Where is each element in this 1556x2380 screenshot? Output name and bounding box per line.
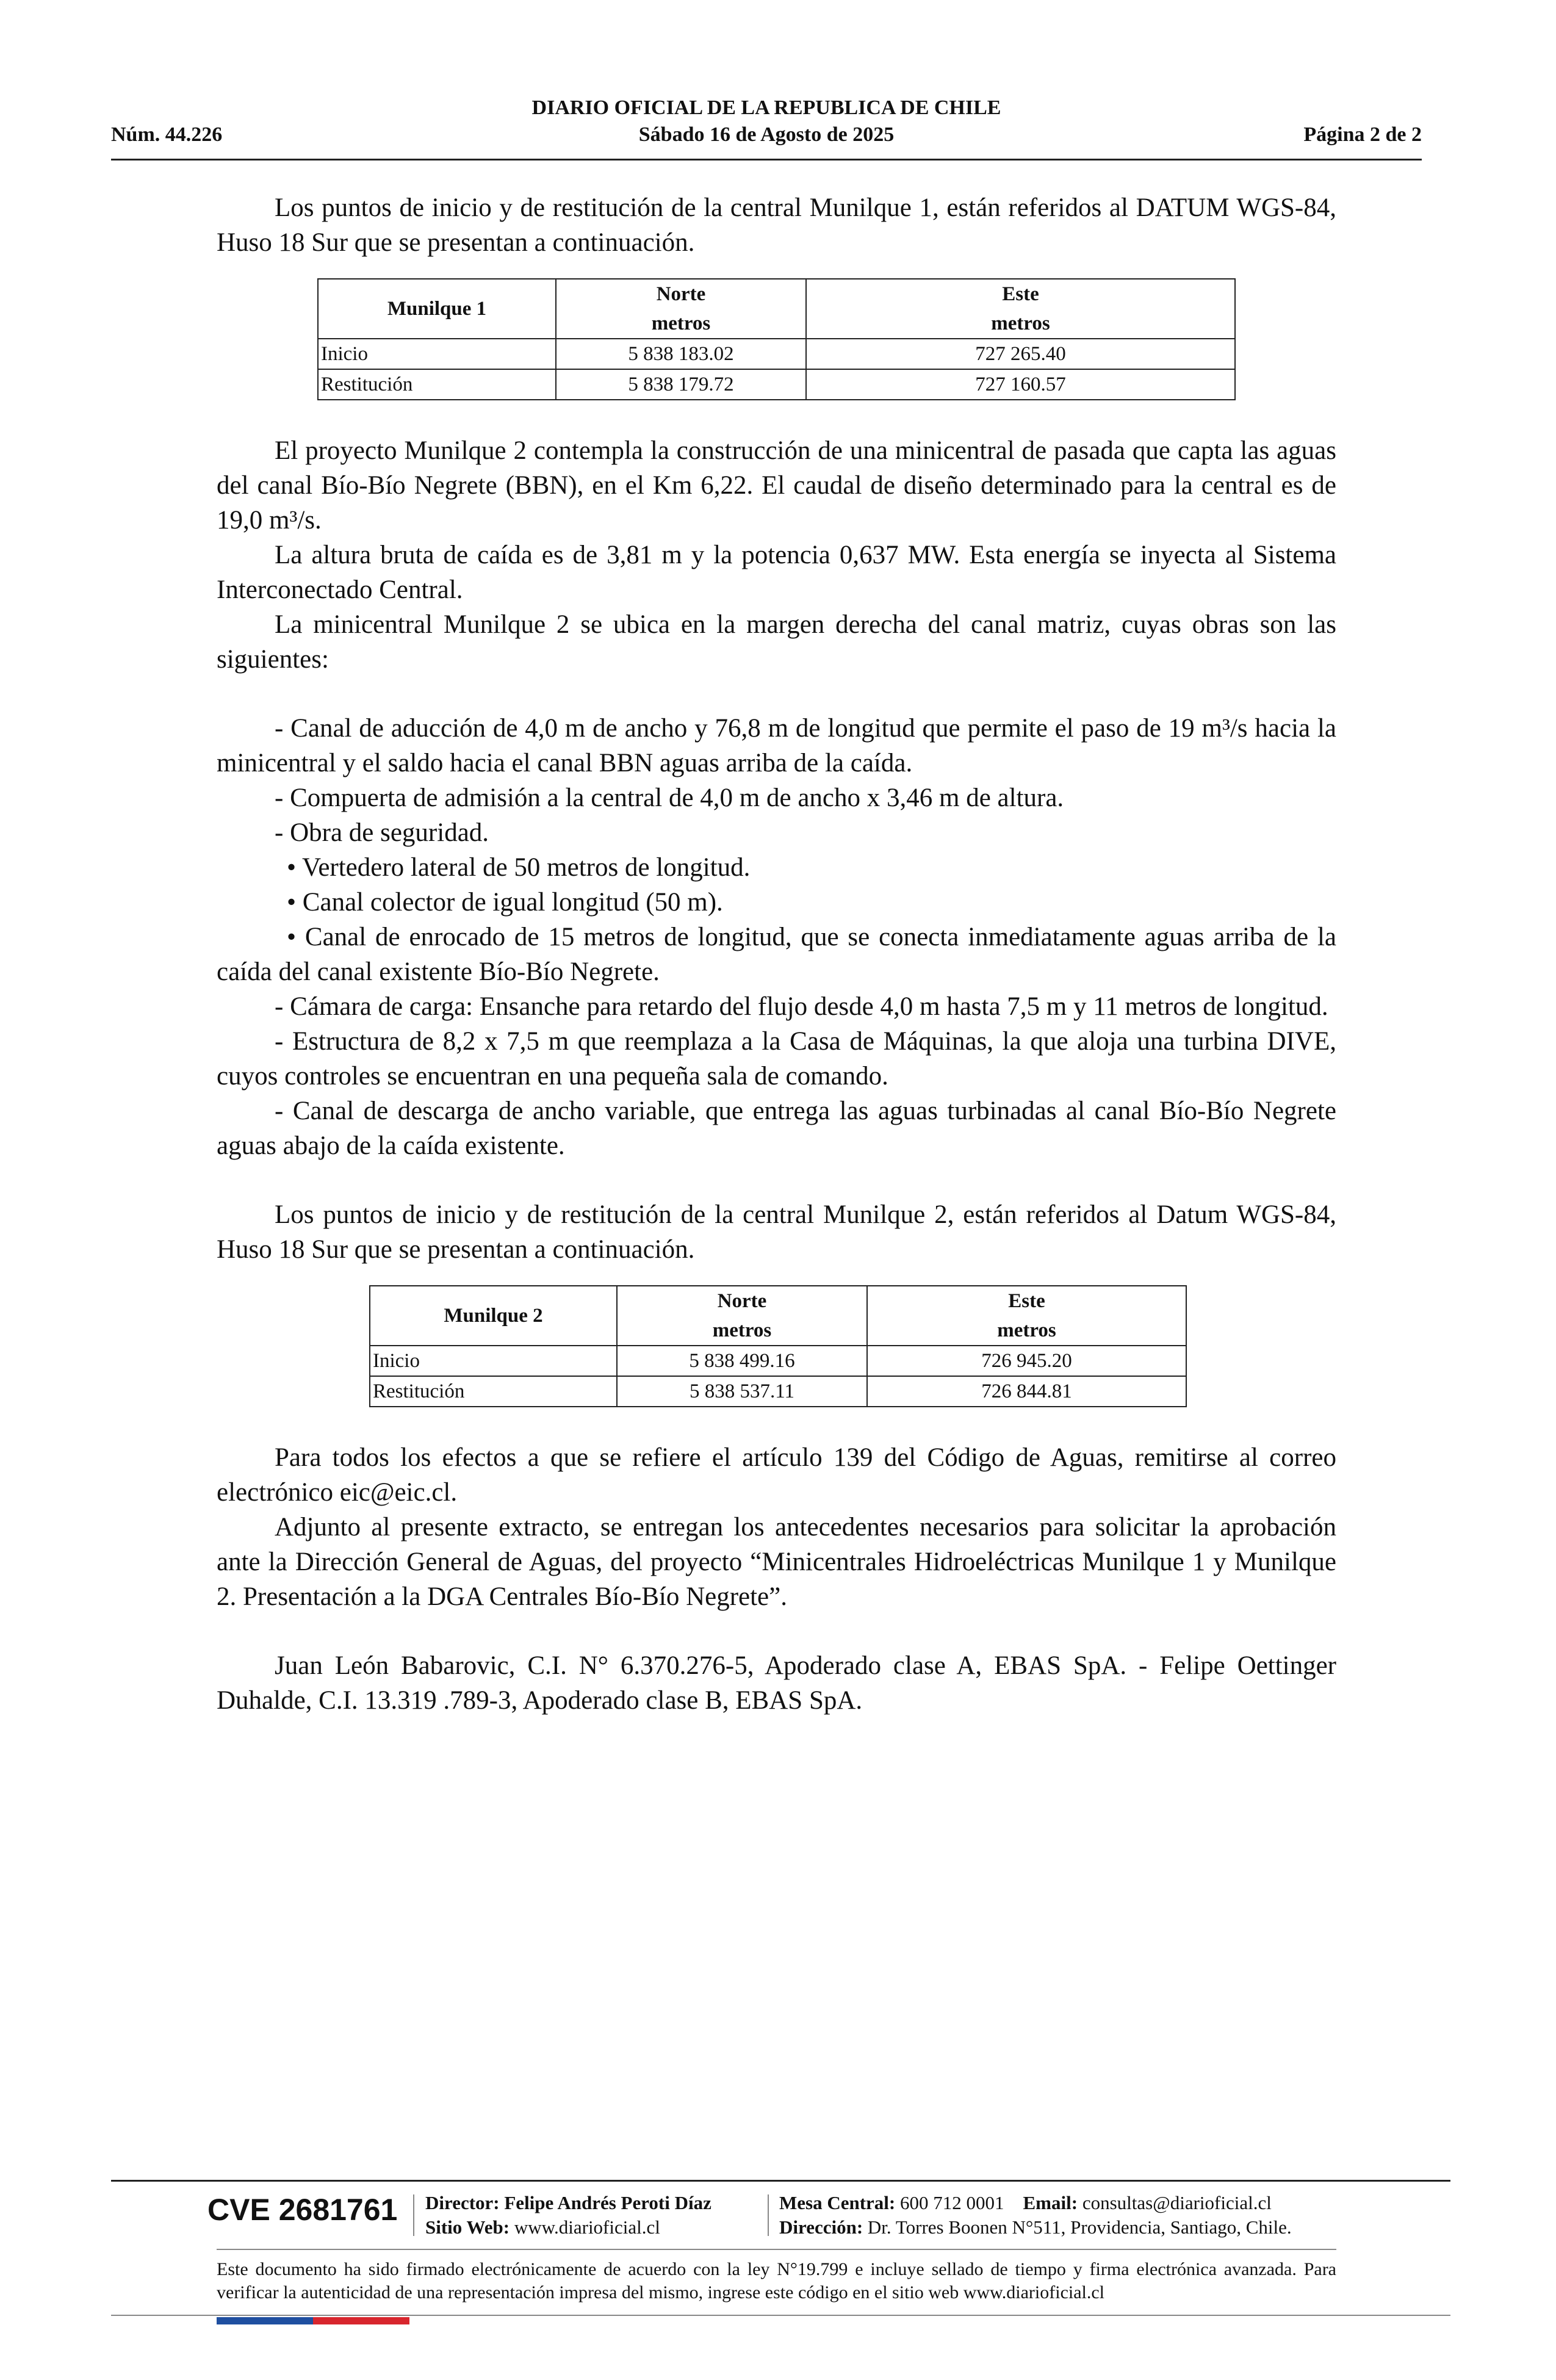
row-este: 727 160.57 — [806, 369, 1235, 400]
newspaper-title: DIARIO OFICIAL DE LA REPUBLICA DE CHILE — [531, 96, 1001, 119]
munilque2-location: La minicentral Munilque 2 se ubica en la margen derecha del canal matriz, cuyas obras son las siguientes: — [217, 610, 1336, 674]
works-subitem: • Canal de enrocado de 15 metros de longitud, que se conecta inmediatamente aguas arriba de la caída del canal existente Bío-Bío Negrete. — [217, 923, 1336, 986]
director-name: Felipe Andrés Peroti Díaz — [504, 2192, 711, 2213]
table-row — [370, 1376, 1186, 1407]
row-label: Inicio — [370, 1346, 617, 1376]
norte-header — [556, 279, 806, 339]
row-label: Inicio — [318, 339, 556, 369]
table-row — [370, 1346, 1186, 1376]
este-label: Este — [1002, 283, 1039, 305]
row-este: 726 844.81 — [867, 1376, 1186, 1407]
address-label: Dirección: — [779, 2216, 863, 2238]
works-item: - Estructura de 8,2 x 7,5 m que reemplaza a la Casa de Máquinas, la que aloja una turbina DIVE, cuyos controles se encuentran en una pequeña sala de comando. — [217, 1027, 1336, 1091]
mesa-phone: 600 712 0001 — [900, 2192, 1004, 2213]
mesa-label: Mesa Central: — [779, 2192, 896, 2213]
footer-middle-rule — [217, 2249, 1336, 2250]
table-corner-header: Munilque 2 — [370, 1286, 617, 1346]
table-row — [318, 339, 1235, 369]
works-item: - Compuerta de admisión a la central de 4,0 m de ancho x 3,46 m de altura. — [275, 784, 1064, 812]
munilque1-coords-table — [317, 278, 1236, 400]
este-unit: metros — [991, 312, 1050, 334]
works-item: - Canal de descarga de ancho variable, que entrega las aguas turbinadas al canal Bío-Bío Negrete aguas abajo de la caída existente. — [217, 1097, 1336, 1160]
row-este: 727 265.40 — [806, 339, 1235, 369]
norte-header — [617, 1286, 867, 1346]
row-norte: 5 838 179.72 — [556, 369, 806, 400]
footer-divider — [413, 2194, 414, 2236]
director-label: Director: — [425, 2192, 500, 2213]
norte-label: Norte — [717, 1290, 767, 1312]
row-label: Restitución — [370, 1376, 617, 1407]
row-norte: 5 838 499.16 — [617, 1346, 867, 1376]
works-item: - Obra de seguridad. — [275, 818, 489, 847]
munilque1-intro: Los puntos de inicio y de restitución de la central Munilque 1, están referidos al DATUM WGS-84, Huso 18 Sur que se presentan a continuación. — [217, 193, 1336, 257]
este-label: Este — [1008, 1290, 1045, 1312]
table-corner-header: Munilque 1 — [318, 279, 556, 339]
signature-note: Este documento ha sido firmado electrónicamente de acuerdo con la ley N°19.799 e incluye sellado de tiempo y firma electrónica avanzada. Para verificar la autenticidad de una representación impresa del mismo, ingrese este código en el sitio web www.diarioficial.cl — [217, 2259, 1336, 2302]
munilque2-description: El proyecto Munilque 2 contempla la construcción de una minicentral de pasada que capta las aguas del canal Bío-Bío Negrete (BBN), en el Km 6,22. El caudal de diseño determinado para la central es de 19,0 m³/s. — [217, 436, 1336, 535]
page-number: Página 2 de 2 — [1303, 123, 1422, 146]
cve-code: CVE 2681761 — [207, 2193, 398, 2227]
works-subitem: • Canal colector de igual longitud (50 m). — [287, 888, 723, 917]
flag-bar-red — [313, 2317, 409, 2324]
website-link[interactable]: www.diarioficial.cl — [514, 2216, 660, 2238]
email-label: Email: — [1023, 2192, 1078, 2213]
munilque2-power: La altura bruta de caída es de 3,81 m y la potencia 0,637 MW. Esta energía se inyecta al Sistema Interconectado Central. — [217, 541, 1336, 604]
table-row — [318, 369, 1235, 400]
works-item: - Cámara de carga: Ensanche para retardo del flujo desde 4,0 m hasta 7,5 m y 11 metros de longitud. — [275, 992, 1328, 1021]
address-text: Dr. Torres Boonen N°511, Providencia, Santiago, Chile. — [867, 2216, 1292, 2238]
flag-bar-blue — [217, 2317, 313, 2324]
munilque2-coords-table — [369, 1285, 1187, 1407]
este-header — [867, 1286, 1186, 1346]
row-este: 726 945.20 — [867, 1346, 1186, 1376]
row-label: Restitución — [318, 369, 556, 400]
email-link[interactable]: consultas@diarioficial.cl — [1082, 2192, 1272, 2213]
este-unit: metros — [997, 1319, 1056, 1341]
footer-director-block — [425, 2191, 711, 2240]
works-item: - Canal de aducción de 4,0 m de ancho y 76,8 m de longitud que permite el paso de 19 m³/s hacia la minicentral y el saldo hacia el canal BBN aguas arriba de la caída. — [217, 714, 1336, 777]
munilque2-intro: Los puntos de inicio y de restitución de la central Munilque 2, están referidos al Datum WGS-84, Huso 18 Sur que se presentan a continuación. — [217, 1200, 1336, 1264]
document-body — [217, 190, 1336, 1718]
norte-unit: metros — [712, 1319, 772, 1341]
attachment-paragraph: Adjunto al presente extracto, se entregan los antecedentes necesarios para solicitar la aprobación ante la Dirección General de Aguas, del proyecto “Minicentrales Hidroeléctricas Munilque 1 y Munilque 2. Presentación a la DGA Centrales Bío-Bío Negrete”. — [217, 1513, 1336, 1611]
este-header — [806, 279, 1235, 339]
footer-top-rule — [111, 2180, 1450, 2182]
row-norte: 5 838 183.02 — [556, 339, 806, 369]
issue-date: Sábado 16 de Agosto de 2025 — [638, 123, 895, 146]
page-header — [111, 92, 1422, 160]
norte-unit: metros — [651, 312, 711, 334]
contact-paragraph: Para todos los efectos a que se refiere el artículo 139 del Código de Aguas, remitirse al correo electrónico eic@eic.cl. — [217, 1443, 1336, 1507]
footer-contact-block — [779, 2191, 1292, 2240]
footer-bottom-rule — [111, 2315, 1450, 2316]
norte-label: Norte — [656, 283, 706, 305]
works-subitem: • Vertedero lateral de 50 metros de longitud. — [287, 853, 751, 882]
website-label: Sitio Web: — [425, 2216, 510, 2238]
footer-divider — [768, 2194, 769, 2236]
issue-number: Núm. 44.226 — [111, 123, 223, 146]
signature-paragraph: Juan León Babarovic, C.I. N° 6.370.276-5, Apoderado clase A, EBAS SpA. - Felipe Oettinger Duhalde, C.I. 13.319 .789-3, Apoderado clase B, EBAS SpA. — [217, 1651, 1336, 1715]
row-norte: 5 838 537.11 — [617, 1376, 867, 1407]
